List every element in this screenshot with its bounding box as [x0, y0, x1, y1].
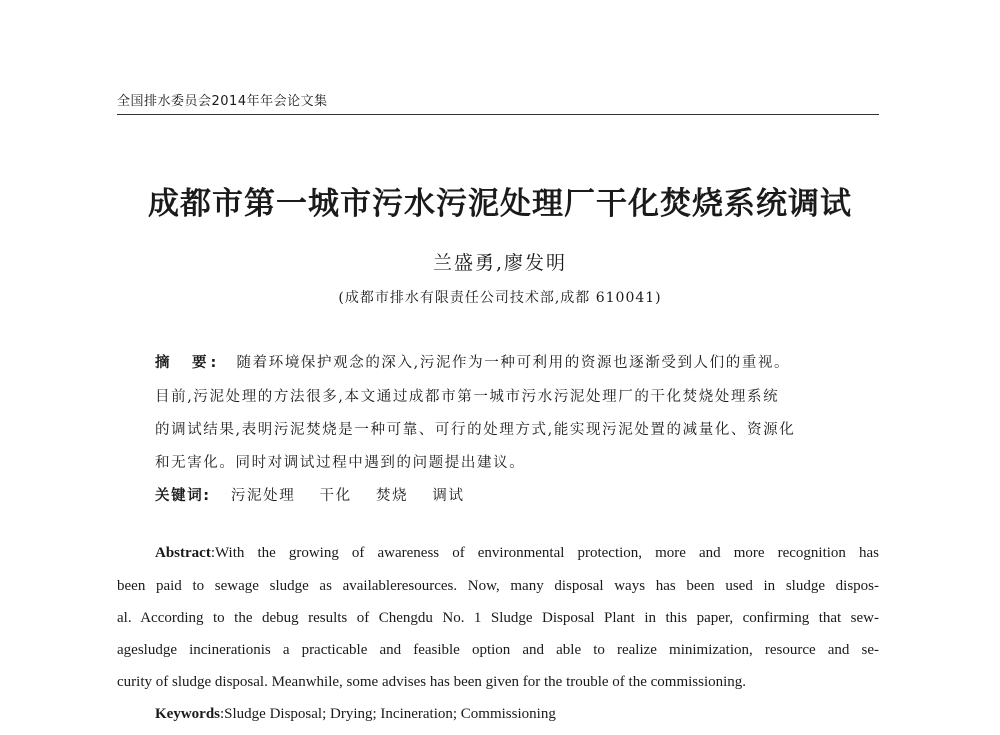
abstract-cn-line	[155, 351, 790, 372]
abstract-cn-label: 摘 要:	[155, 355, 221, 371]
keywords-en-text: :Sludge Disposal; Drying; Incineration; Commissioning	[220, 706, 556, 722]
abstract-en-text: :With the growing of awareness of environmental protection, more and more recognition has	[210, 545, 879, 561]
abstract-en-line	[155, 545, 879, 562]
keyword-cn: 焚烧	[375, 488, 409, 504]
running-head: 全国排水委员会2014年年会论文集	[117, 94, 328, 109]
abstract-cn-line: 和无害化。同时对调试过程中遇到的问题提出建议。	[155, 455, 526, 471]
header-rule	[117, 114, 879, 115]
keywords-en	[155, 706, 879, 723]
abstract-en-label: Abstract	[155, 545, 211, 561]
keyword-cn: 污泥处理	[230, 488, 296, 504]
paper-title: 成都市第一城市污水污泥处理厂干化焚烧系统调试	[148, 186, 852, 222]
paper-authors: 兰盛勇,廖发明	[432, 252, 568, 274]
abstract-en-line: agesludge incinerationis a practicable and feasible option and able to realize minimization, resource and se-	[117, 642, 879, 658]
abstract-en-line: curity of sludge disposal. Meanwhile, some advises has been given for the trouble of the commissioning.	[117, 674, 747, 690]
keywords-cn-label: 关键词:	[155, 488, 211, 504]
abstract-en-line: al. According to the debug results of Chengdu No. 1 Sludge Disposal Plant in this paper, confirming that sew-	[117, 610, 879, 626]
abstract-cn-line: 的调试结果,表明污泥焚烧是一种可靠、可行的处理方式,能实现污泥处置的减量化、资源化	[155, 422, 796, 438]
keywords-cn	[155, 484, 483, 505]
keywords-en-label: Keywords	[155, 706, 220, 722]
abstract-en-line: been paid to sewage sludge as availableresources. Now, many disposal ways has been used in sludge dispos-	[117, 578, 879, 594]
paper-affiliation: (成都市排水有限责任公司技术部,成都 610041)	[338, 290, 662, 306]
keyword-cn: 干化	[319, 488, 352, 504]
abstract-cn-line: 目前,污泥处理的方法很多,本文通过成都市第一城市污水污泥处理厂的干化焚烧处理系统	[155, 389, 780, 405]
keyword-cn: 调试	[432, 488, 465, 504]
abstract-cn-text: 随着环境保护观念的深入,污泥作为一种可利用的资源也逐渐受到人们的重视。	[236, 355, 791, 371]
